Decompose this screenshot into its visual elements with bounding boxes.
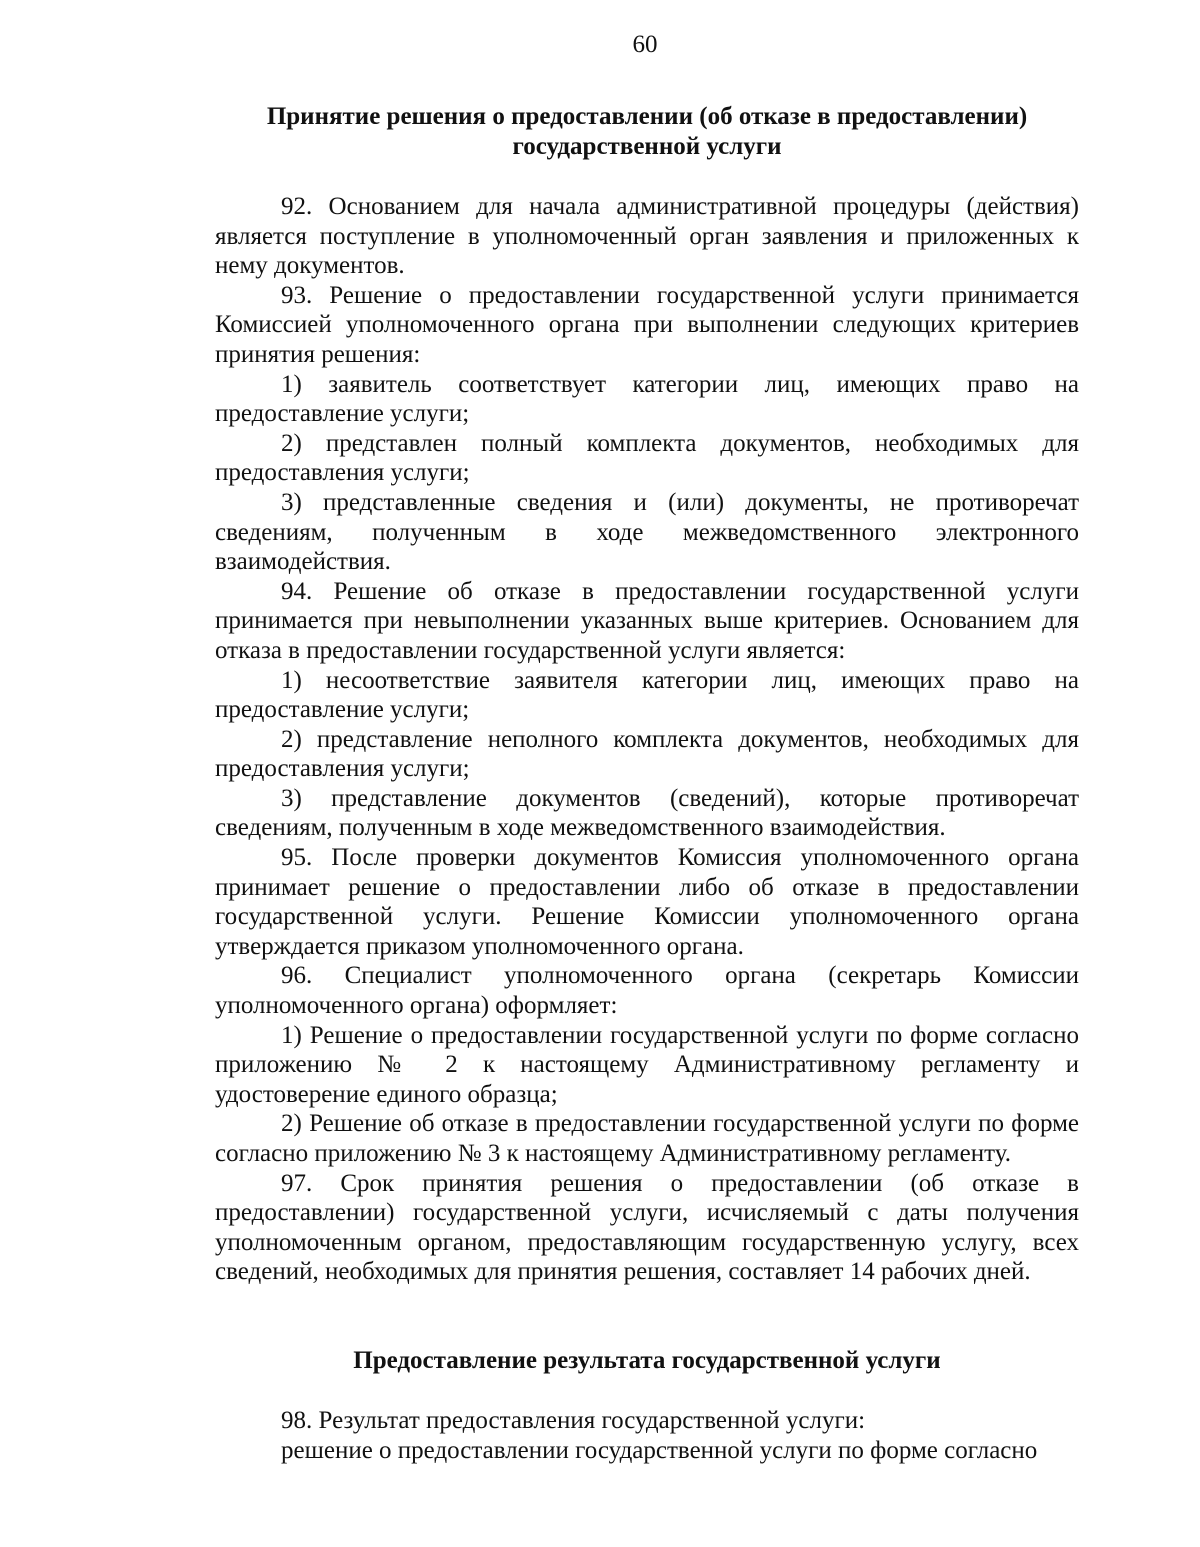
list-item-94-2: 2) представление неполного комплекта документов, необходимых для предоставления услуги; <box>215 725 1079 783</box>
paragraph-97: 97. Срок принятия решения о предоставлении (об отказе в предоставлении) государственной услуги, исчисляемый с даты получения уполномоченным органом, предоставляющим государственную услугу, всех сведений, необходимых для принятия решения, составляет 14 рабочих дней. <box>215 1169 1079 1286</box>
paragraph-93: 93. Решение о предоставлении государственной услуги принимается Комиссией уполномоченного органа при выполнении следующих критериев принятия решения: <box>215 281 1079 368</box>
list-item-94-3: 3) представление документов (сведений), которые противоречат сведениям, полученным в ходе межведомственного взаимодействия. <box>215 784 1079 842</box>
list-item-93-3: 3) представленные сведения и (или) документы, не противоречат сведениям, полученным в ходе межведомственного электронного взаимодействия. <box>215 488 1079 576</box>
section-heading-decision <box>215 102 1079 162</box>
paragraph-98: 98. Результат предоставления государственной услуги: <box>281 1407 866 1434</box>
page-number: 60 <box>632 31 658 58</box>
section-heading-result <box>215 1346 1079 1376</box>
list-item-94-1: 1) несоответствие заявителя категории лиц, имеющих право на предоставление услуги; <box>215 666 1079 724</box>
section-heading-result-line: Предоставление результата государственной услуги <box>353 1347 941 1374</box>
list-item-96-2: 2) Решение об отказе в предоставлении государственной услуги по форме согласно приложению № 3 к настоящему Административному регламенту. <box>215 1110 1079 1167</box>
list-item-93-1: 1) заявитель соответствует категории лиц, имеющих право на предоставление услуги; <box>215 370 1079 428</box>
section-heading-line-2: государственной услуги <box>512 133 782 160</box>
paragraph-95: 95. После проверки документов Комиссия уполномоченного органа принимает решение о предоставлении либо об отказе в предоставлении государственной услуги. Решение Комиссии уполномоченного органа утверждается приказом уполномоченного органа. <box>215 844 1079 960</box>
list-item-96-1: 1) Решение о предоставлении государственной услуги по форме согласно приложению № 2 к настоящему Административному регламенту и удостоверение единого образца; <box>215 1021 1079 1108</box>
paragraph-98-continued: решение о предоставлении государственной услуги по форме согласно <box>281 1436 1038 1464</box>
list-item-93-2: 2) представлен полный комплекта документов, необходимых для предоставления услуги; <box>215 429 1079 487</box>
paragraph-96: 96. Специалист уполномоченного органа (секретарь Комиссии уполномоченного органа) оформляет: <box>215 962 1079 1020</box>
section-body-result <box>215 1406 1079 1465</box>
paragraph-92: 92. Основанием для начала административной процедуры (действия) является поступление в уполномоченный орган заявления и приложенных к нему документов. <box>215 193 1079 280</box>
section-heading-line-1: Принятие решения о предоставлении (об отказе в предоставлении) <box>266 103 1028 130</box>
section-body-decision <box>215 192 1079 1287</box>
paragraph-94: 94. Решение об отказе в предоставлении государственной услуги принимается при невыполнении указанных выше критериев. Основанием для отказа в предоставлении государственной услуги является: <box>215 577 1079 664</box>
